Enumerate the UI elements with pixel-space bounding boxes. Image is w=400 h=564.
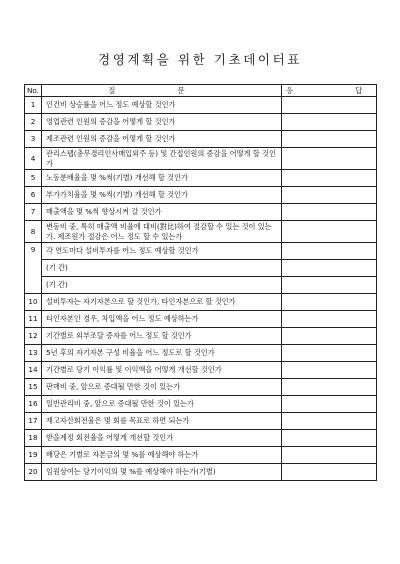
header-no: No. (25, 85, 42, 97)
question-cell (42, 243, 282, 294)
answer-cell[interactable] (282, 148, 377, 170)
table-row (25, 97, 377, 114)
table-row (25, 221, 377, 243)
answer-cell[interactable] (282, 97, 377, 114)
planning-data-table (24, 84, 393, 481)
question-text: 각 연도마다 설비투자를 어느 정도 예상할 것인가 (46, 246, 199, 255)
answer-cell[interactable] (282, 170, 377, 187)
question-text: 노동분배율을 몇 %씩(기별) 개선해 할 것인가 (42, 170, 282, 187)
row-number: 10 (25, 294, 42, 311)
row-number: 4 (25, 148, 42, 170)
question-text: 기간별로 외부조달 증자를 어느 정도 할 것인가 (42, 328, 282, 345)
question-text: 임원상여는 당기이익의 몇 %를 예상해야 하는가(기별) (42, 464, 282, 481)
page-title: 경영계획을 위한 기초데이터표 (98, 52, 302, 67)
table-row (25, 311, 377, 328)
answer-cell[interactable] (282, 294, 377, 311)
table-row (25, 345, 377, 362)
answer-cell[interactable] (282, 328, 377, 345)
table-row (25, 131, 377, 148)
answer-cell[interactable] (282, 464, 377, 481)
row-number: 20 (25, 464, 42, 481)
table-row (25, 148, 377, 170)
question-text: 인건비 상승률을 어느 정도 예상할 것인가 (42, 97, 282, 114)
question-text: 영업관련 인원의 증감을 어떻게 할 것인가 (42, 114, 282, 131)
answer-cell[interactable] (282, 131, 377, 148)
period-label: (기 간) (42, 276, 281, 293)
table-row (25, 243, 377, 294)
row-number: 11 (25, 311, 42, 328)
question-text: 관리스탭(총무경리인사매입외주 등) 및 간접인원의 증감을 어떻게 할 것인가 (42, 148, 282, 170)
row-number: 3 (25, 131, 42, 148)
question-text: 부가가치율을 몇 %씩(기별) 개선해 할 것인가 (42, 187, 282, 204)
question-text: 5년 후의 자기자본 구성 비율을 어느 정도로 할 것인가 (42, 345, 282, 362)
answer-subcell[interactable] (282, 276, 376, 293)
row-number: 19 (25, 447, 42, 464)
answer-cell[interactable] (282, 345, 377, 362)
answer-cell[interactable] (282, 379, 377, 396)
question-text: 매출액을 몇 %씩 향상시켜 갈 것인가 (42, 204, 282, 221)
question-text: 설비투자는 자기자본으로 할 것인가, 타인자본으로 할 것인가 (42, 294, 282, 311)
row-number: 5 (25, 170, 42, 187)
answer-cell[interactable] (282, 187, 377, 204)
row-number: 1 (25, 97, 42, 114)
header-answer: 응 답 (282, 85, 377, 97)
question-text: 배당은 기별로 자본금의 몇 %를 예상해야 하는가 (42, 447, 282, 464)
row-number: 14 (25, 362, 42, 379)
table-row (25, 187, 377, 204)
answer-cell[interactable] (282, 243, 377, 294)
answer-cell[interactable] (282, 396, 377, 413)
row-number: 16 (25, 396, 42, 413)
question-text: 받을계정 회전율을 어떻게 개선할 것인가 (42, 430, 282, 447)
table-row (25, 328, 377, 345)
question-text: 기간별로 당기 이익률 및 이익액을 어떻게 개선할 것인가 (42, 362, 282, 379)
row-number: 15 (25, 379, 42, 396)
row-number: 8 (25, 221, 42, 243)
answer-cell[interactable] (282, 114, 377, 131)
question-text: 판매비 중, 앞으로 증대될 만한 것이 있는가 (42, 379, 282, 396)
table-row (25, 204, 377, 221)
table-header (25, 85, 377, 97)
table-row (25, 396, 377, 413)
table-row (25, 294, 377, 311)
answer-cell[interactable] (282, 221, 377, 243)
question-text: 변동비 중, 특히 매출액 비율에 대비(對比)하여 절감할 수 있는 것이 있는가. 제조원가 절감은 어느 정도 할 수 있는가 (42, 221, 282, 243)
row-number: 12 (25, 328, 42, 345)
table-row (25, 362, 377, 379)
question-text: 타인자본인 경우, 차입액을 어느 정도 예상하는가 (42, 311, 282, 328)
row-number: 7 (25, 204, 42, 221)
table-row (25, 413, 377, 430)
answer-subcell[interactable] (282, 243, 376, 259)
answer-cell[interactable] (282, 447, 377, 464)
table-row (25, 464, 377, 481)
question-text: 제조관련 인원의 증감을 어떻게 할 것인가 (42, 131, 282, 148)
table-row (25, 379, 377, 396)
answer-cell[interactable] (282, 362, 377, 379)
answer-cell[interactable] (282, 413, 377, 430)
period-label: (기 간) (42, 259, 281, 276)
answer-cell[interactable] (282, 204, 377, 221)
table-row (25, 430, 377, 447)
question-text: 일반관리비 중, 앞으로 증대될 만한 것이 있는가 (42, 396, 282, 413)
row-number: 18 (25, 430, 42, 447)
row-number: 17 (25, 413, 42, 430)
question-text: 재고자산회전율은 몇 회를 목표로 하면 되는가 (42, 413, 282, 430)
header-question: 질 문 (42, 85, 282, 97)
answer-subcell[interactable] (282, 259, 376, 276)
table-row (25, 170, 377, 187)
answer-cell[interactable] (282, 430, 377, 447)
table-row (25, 447, 377, 464)
table-row (25, 114, 377, 131)
row-number: 2 (25, 114, 42, 131)
row-number: 13 (25, 345, 42, 362)
answer-cell[interactable] (282, 311, 377, 328)
row-number: 6 (25, 187, 42, 204)
row-number: 9 (25, 243, 42, 294)
